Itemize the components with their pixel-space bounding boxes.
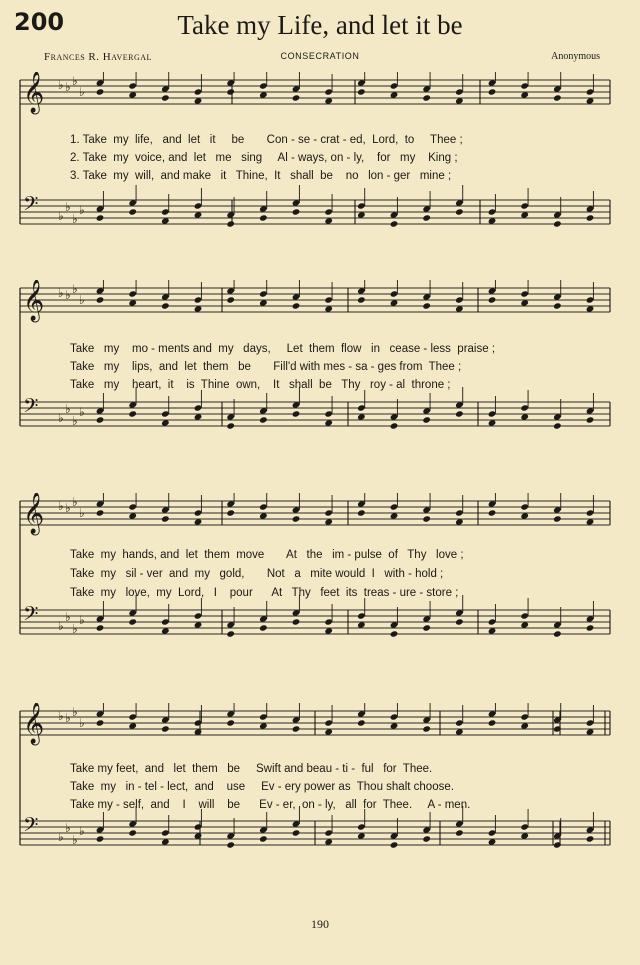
notehead <box>96 296 105 303</box>
notehead <box>455 410 464 417</box>
flat-icon: ♭ <box>72 74 78 88</box>
notehead <box>586 624 595 631</box>
notehead <box>488 719 497 726</box>
notehead <box>161 725 170 732</box>
notehead <box>292 725 301 732</box>
notehead <box>455 208 464 215</box>
notehead <box>161 515 170 522</box>
flat-icon: ♭ <box>79 506 85 520</box>
notehead <box>292 410 301 417</box>
notehead <box>422 624 431 631</box>
treble-clef-icon: 𝄞 <box>23 493 45 534</box>
bass-clef-icon: 𝄢 <box>23 813 39 841</box>
lyric-line-verse-2: Take my sil - ver and my gold, Not a mite would I with - hold ; <box>70 568 444 580</box>
notehead <box>488 509 497 516</box>
notehead <box>161 94 170 101</box>
notehead <box>390 630 399 637</box>
notehead <box>553 94 562 101</box>
notehead <box>553 630 562 637</box>
lyric-line-verse-2: Take my in - tel - lect, and use Ev - ery power as Thou shalt choose. <box>70 781 454 793</box>
notehead <box>292 515 301 522</box>
notehead <box>96 214 105 221</box>
flat-icon: ♭ <box>65 80 71 94</box>
flat-icon: ♭ <box>65 821 71 835</box>
notehead <box>226 841 235 848</box>
notehead <box>422 835 431 842</box>
notehead <box>161 302 170 309</box>
notehead <box>357 719 366 726</box>
notehead <box>226 296 235 303</box>
flat-icon: ♭ <box>58 709 64 723</box>
lyric-line-verse-3: Take my heart, it is Thine own, It shall be Thy roy - al throne ; <box>70 379 451 391</box>
notehead <box>226 422 235 429</box>
notehead <box>422 515 431 522</box>
notehead <box>553 515 562 522</box>
hymn-title: Take my Life, and let it be <box>177 10 463 40</box>
notehead <box>390 220 399 227</box>
notehead <box>553 422 562 429</box>
flat-icon: ♭ <box>65 711 71 725</box>
flat-icon: ♭ <box>72 705 78 719</box>
lyric-line-verse-1: Take my feet, and let them be Swift and beau - ti - ful for Thee. <box>70 763 433 775</box>
notehead <box>553 220 562 227</box>
page-number: 190 <box>311 917 329 931</box>
notehead <box>488 88 497 95</box>
notehead <box>226 88 235 95</box>
staff-notation <box>0 703 640 893</box>
flat-icon: ♭ <box>65 288 71 302</box>
flat-icon: ♭ <box>58 78 64 92</box>
notehead <box>357 509 366 516</box>
notehead <box>259 416 268 423</box>
notehead <box>422 725 431 732</box>
flat-icon: ♭ <box>72 414 78 428</box>
notehead <box>586 416 595 423</box>
music-system-1 <box>0 72 640 252</box>
lyric-line-verse-2: Take my lips, and let them be Fill'd with mes - sa - ges from Thee ; <box>70 361 462 373</box>
notehead <box>259 624 268 631</box>
notehead <box>292 302 301 309</box>
tune-name: CONSECRATION <box>280 51 360 61</box>
lyric-line-verse-1: Take my mo - ments and my days, Let them flow in cease - less praise ; <box>70 343 496 355</box>
notehead <box>390 841 399 848</box>
lyric-line-verse-3: Take my love, my Lord, I pour At Thy feet its treas - ure - store ; <box>70 587 459 599</box>
staff-notation <box>0 493 640 673</box>
notehead <box>96 509 105 516</box>
flat-icon: ♭ <box>79 405 85 419</box>
author-credit: Frances R. Havergal <box>44 51 152 63</box>
music-system-2 <box>0 280 640 460</box>
notehead <box>553 302 562 309</box>
flat-icon: ♭ <box>72 282 78 296</box>
notehead <box>455 829 464 836</box>
bass-clef-icon: 𝄢 <box>23 192 39 220</box>
notehead <box>259 214 268 221</box>
flat-icon: ♭ <box>72 495 78 509</box>
composer-credit: Anonymous <box>551 51 600 62</box>
treble-clef-icon: 𝄞 <box>23 72 45 113</box>
flat-icon: ♭ <box>79 824 85 838</box>
notehead <box>226 220 235 227</box>
notehead <box>422 416 431 423</box>
notehead <box>96 88 105 95</box>
flat-icon: ♭ <box>79 613 85 627</box>
flat-icon: ♭ <box>72 212 78 226</box>
notehead <box>455 618 464 625</box>
bass-clef-icon: 𝄢 <box>23 602 39 630</box>
flat-icon: ♭ <box>79 85 85 99</box>
notehead <box>586 214 595 221</box>
flat-icon: ♭ <box>79 203 85 217</box>
flat-icon: ♭ <box>72 833 78 847</box>
notehead <box>292 94 301 101</box>
treble-clef-icon: 𝄞 <box>23 280 45 321</box>
flat-icon: ♭ <box>58 619 64 633</box>
flat-icon: ♭ <box>58 499 64 513</box>
bass-clef-icon: 𝄢 <box>23 394 39 422</box>
notehead <box>422 94 431 101</box>
lyric-line-verse-1: Take my hands, and let them move At the im - pulse of Thy love ; <box>70 549 464 561</box>
notehead <box>128 208 137 215</box>
notehead <box>226 719 235 726</box>
notehead <box>292 208 301 215</box>
notehead <box>390 422 399 429</box>
flat-icon: ♭ <box>58 286 64 300</box>
hymn-number: 200 <box>14 8 65 36</box>
notehead <box>128 829 137 836</box>
notehead <box>422 302 431 309</box>
flat-icon: ♭ <box>65 200 71 214</box>
flat-icon: ♭ <box>58 830 64 844</box>
notehead <box>488 296 497 303</box>
notehead <box>96 624 105 631</box>
notehead <box>226 509 235 516</box>
treble-clef-icon: 𝄞 <box>23 703 45 744</box>
notehead <box>96 416 105 423</box>
flat-icon: ♭ <box>65 501 71 515</box>
notehead <box>357 296 366 303</box>
notehead <box>96 835 105 842</box>
flat-icon: ♭ <box>58 411 64 425</box>
flat-icon: ♭ <box>58 209 64 223</box>
flat-icon: ♭ <box>79 293 85 307</box>
flat-icon: ♭ <box>65 402 71 416</box>
notehead <box>422 214 431 221</box>
notehead <box>292 829 301 836</box>
notehead <box>259 835 268 842</box>
notehead <box>357 88 366 95</box>
flat-icon: ♭ <box>65 610 71 624</box>
notehead <box>128 618 137 625</box>
flat-icon: ♭ <box>79 716 85 730</box>
notehead <box>128 410 137 417</box>
notehead <box>226 630 235 637</box>
notehead <box>292 618 301 625</box>
flat-icon: ♭ <box>72 622 78 636</box>
lyric-line-verse-3: 3. Take my will, and make it Thine, It shall be no lon - ger mine ; <box>70 170 452 182</box>
lyric-line-verse-1: 1. Take my life, and let it be Con - se - crat - ed, Lord, to Thee ; <box>70 134 463 146</box>
music-system-3 <box>0 493 640 673</box>
notehead <box>96 719 105 726</box>
lyric-line-verse-3: Take my - self, and I will be Ev - er, on - ly, all for Thee. A - men. <box>70 799 471 811</box>
notehead <box>586 835 595 842</box>
music-system-4 <box>0 703 640 893</box>
lyric-line-verse-2: 2. Take my voice, and let me sing Al - ways, on - ly, for my King ; <box>70 152 458 164</box>
